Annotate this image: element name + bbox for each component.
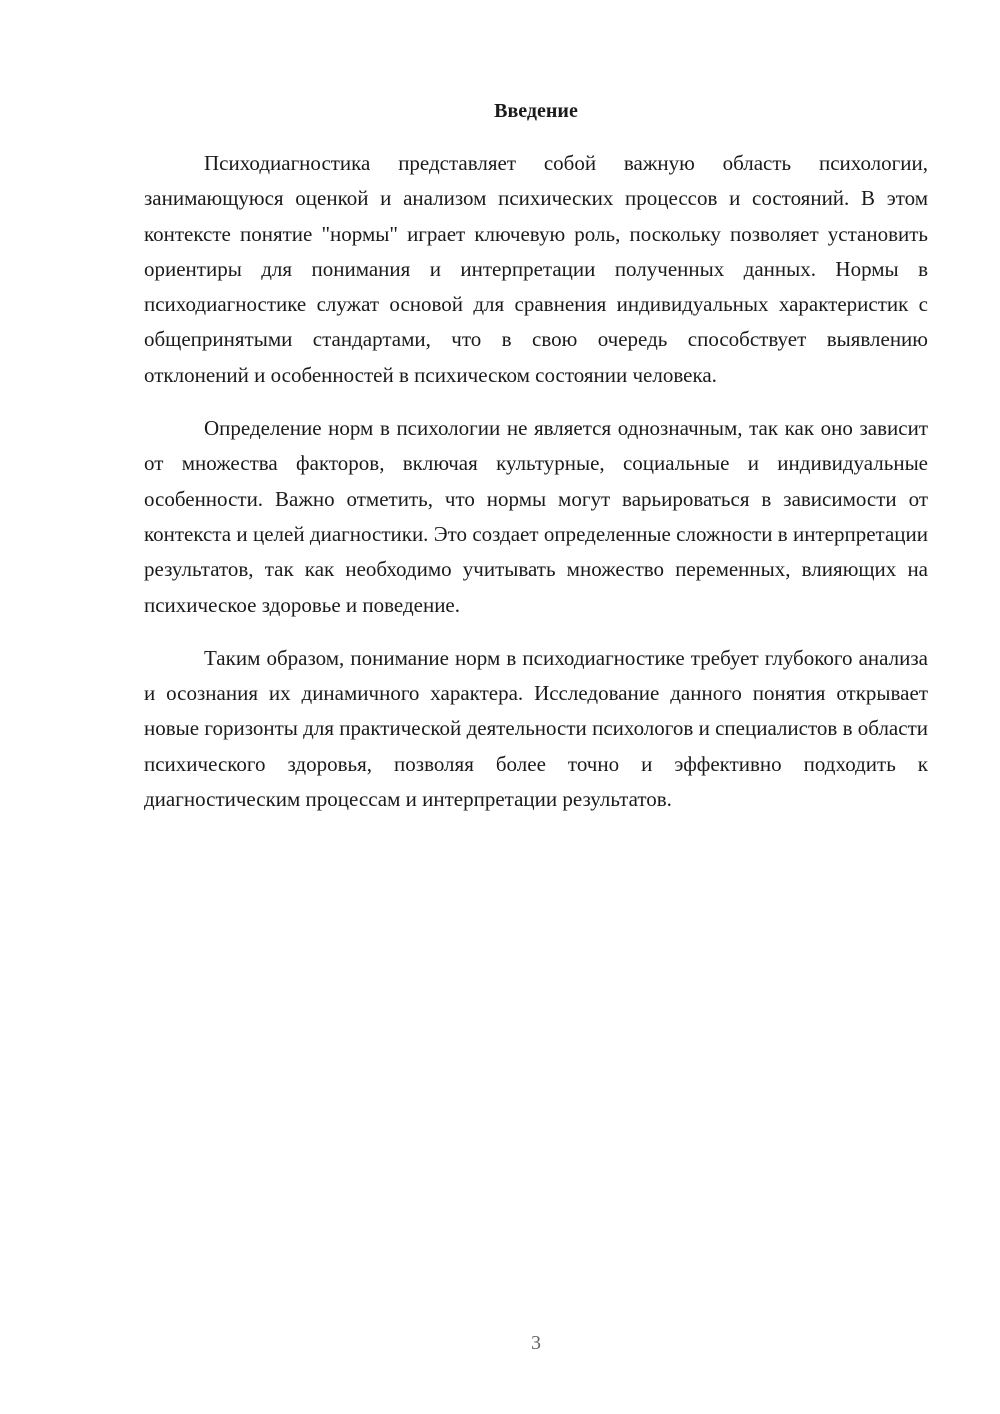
page-content [144,96,928,835]
page-number: 3 [531,1332,541,1354]
paragraph-2: Определение норм в психологии не является однозначным, так как оно зависит от множества факторов, включая культурные, социальные и индивидуальные особенности. Важно отметить, что нормы могут варьироваться в зависимости от контекста и целей диагностики. Это создает определенные сложности в интерпретации результатов, так как необходимо учитывать множество переменных, влияющих на психическое здоровье и поведение. [144,416,928,617]
paragraph-3: Таким образом, понимание норм в психодиагностике требует глубокого анализа и осознания их динамичного характера. Исследование данного понятия открывает новые горизонты для практической деятельности психологов и специалистов в области психического здоровья, позволяя более точно и эффективно подходить к диагностическим процессам и интерпретации результатов. [144,645,928,812]
paragraph-1: Психодиагностика представляет собой важную область психологии, занимающуюся оценкой и анализом психических процессов и состояний. В этом контексте понятие "нормы" играет ключевую роль, поскольку позволяет установить ориентиры для понимания и интерпретации полученных данных. Нормы в психодиагностике служат основой для сравнения индивидуальных характеристик с общепринятыми стандартами, что в свою очередь способствует выявлению отклонений и особенностей в психическом состоянии человека. [144,151,928,387]
section-title: Введение [494,100,578,122]
